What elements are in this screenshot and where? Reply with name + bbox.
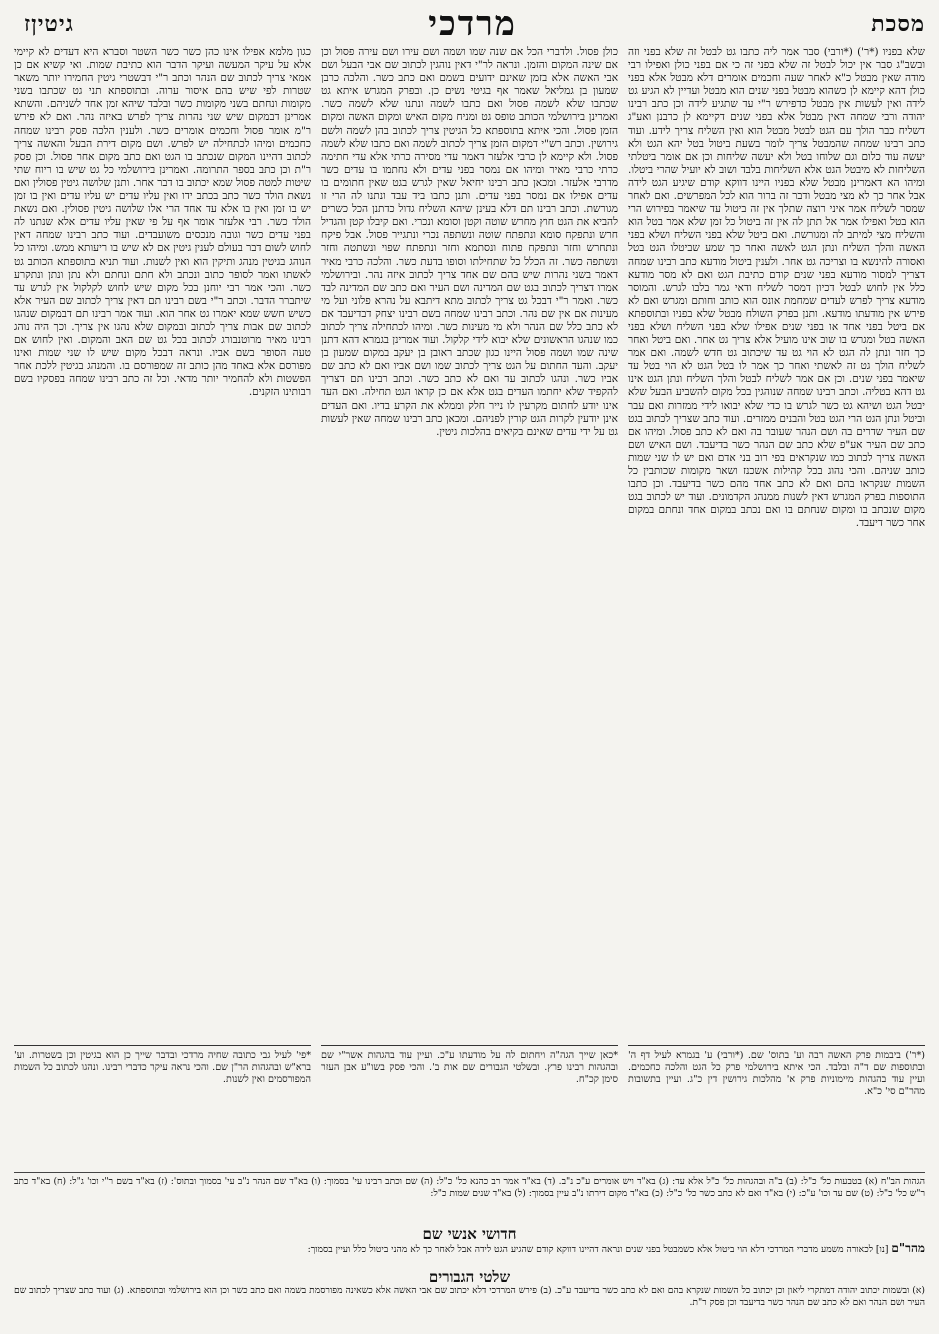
tractate-name-page <box>14 11 74 37</box>
column-left <box>14 46 311 1168</box>
shiltei-title: שלטי הגבורים <box>428 1267 511 1286</box>
chidushei-lead: מהר"ם <box>891 1242 925 1255</box>
column-right-text: שלא בפניו (*ר') (*ורבי) סבר אמר ליה כתבו גט לבטל זה שלא בפני וזה ובשב"ג סבר אין יכול לבטל זה שלא בפני זה כי אם בפני כולן ואפילו רבי מודה שאין מבטל כ"א לאחר שעה וחכמים אומרים דלא מבטל אלא בפני כולן דהא קיימא לן כשהוא מבטל בפני שנים הוא מבטל ועדיין לא הגיע גט לידה ואין לעשות אין מבטל כדפירש ר"י עד שתגיע לידה וכן כתב רבינו יהודה ורבי שמחה דאין מבטל אלא בפני שנים דקיימא לן כרבנן ואע"ג דשליח כבר הולך עם הגט לבטל מבטל הוא ואין השליח צריך לידע. ועוד כתב רבינו שמחה שהמבטל צריך לומר בשעת ביטול בטל יהא הגט ולא יעשה עוד כלום וגם שלוחו בטל ולא יעשה שליחות וכן אם אומר ביטלתי השליחות לא מיבטל הגט אלא השליחות בלבד ושוב לא יועיל שהרי ביטלו. ומיהו הא דאמרינן מבטל שלא בפניו היינו דווקא קודם שיגיע הגט לידה אבל אחר כך לא מצי מבטל ודבר זה ברור הוא לכל המפרשים. ואם לאחר שמסר לשליח אמר איני רוצה שתלך אין זה ביטול עד שיאמר בפירוש הרי הוא בטל ואפילו אמר אל תתן לה אין זה ביטול כל זמן שלא אמר בטל הוא והשליח מצי למיתב לה ומגורשת. ואם ביטל שלא בפני השליח ושלא בפני האשה והלך השליח ונתן הגט לאשה ואחר כך שמע שביטלו הגט בטל ואסורה להינשא בו וצריכה גט אחר. ולענין ביטול מודעא כתב רבינו שמחה דצריך למסור מודעא בפני שנים קודם כתיבת הגט ואם לא מסר מודעא כלל אין לחוש לבטל דכיון דמסר לשליח ודאי גמר בלבו לגרש. והמוסר מודעא צריך לפרש לעדים שמחמת אונס הוא כותב וחותם ומגרש ואם לא פירש אין מודעתו מודעא. ותנן בפרק השולח מבטל שלא בפניו ובתוספתא אם ביטל בפני אחד או בפני שנים אפילו שלא בפני השליח ושלא בפני האשה בטל ומגרש בו שוב אינו מועיל אלא צריך גט אחר. ואם ביטל ואחר כך חזר ונתן לה הגט לא הוי גט עד שיכתוב גט חדש לשמה. ואם אמר לשליח הולך גט זה לאשתי ואחר כך אמר לו בטל הגט לא הוי בטל עד שיאמר בפני שנים. וכן אם אמר לשליח לבטל והלך השליח ונתן הגט אינו גט דהא בטליה. וכתב רבינו שמחה שנוהגין בכל מקום להשביע הבעל שלא יבטל הגט ושיהא גט כשר לגרש בו כדי שלא יבואו לידי ממזרות ואם עבר וביטל ונתן הגט הרי הגט בטל והבנים ממזרים. ועוד כתב שצריך לכתוב בגט שם העיר שדרים בה ושם הנהר שעובר בה ואם לא כתב פסול. ומיהו אם כתב שם העיר אע"פ שלא כתב שם הנהר כשר בדיעבד. ושם האיש ושם האשה צריך לכתוב כמו שנקראים בפי רוב בני אדם ואם יש לו שני שמות כותב שניהם. והכי נהוג בכל קהילות אשכנז ושאר מקומות שכותבין כל השמות שנקראו בהם ואם לא כתב אחד מהם כשר בדיעבד. וכן כתבו התוספות בפרק המגרש דאין לשנות ממנהג הקדמונים. ועוד יש לכתוב בגט מקום שנכתב בו ומקום שנחתם בו ואם נכתב במקום אחד ונחתם במקום אחר כשר דיעבד. <box>628 46 925 530</box>
tractate-name: גיטין <box>31 11 74 37</box>
hagahot-habach: הגהות הב"ח (א) בטבעות כל' כ"ל: (ב) ב"ה ובהגהות כל' כ"ל אלא עד: (ג) בא"ד ויש אומרים ע"כ נ"ב. (ד) בא"ד אמר רב כהנא כל' כ"ל: (ה) שם וכתב רבינו עי' בסמוך: (ו) בא"ד שם הנהר נ"ב עי' בסמוך ובתוס': (ז) בא"ד בשם ר"י וכו' ג"ל: (ח) בא"ד כתב ר"ש כל' כ"ל: (ט) שם עד וכו' ע"כ: (י) בא"ד ואם לא כתב כשר כל' כ"ל: (כ) בא"ד מקום דירתו נ"ב עיין בסמוך: (ל) בא"ד שנים שמות כ"ל: <box>14 1172 925 1226</box>
bottom-commentaries <box>14 1172 925 1328</box>
gloss-left: *פי' לעיל גבי כתובה שחיה מרדכי ובדבר שייך כן הוא בגיטין וכן בשטרות. וע' ברא"ש ובהגהות הר"ן שם. והכי נראה עיקר כדברי רבינו. ונהגו לכתוב כל השמות המפורסמים ואין לשנות. <box>14 1045 311 1168</box>
chidushei-title: חדושי אנשי שם <box>422 1225 517 1243</box>
gloss-center: *כאן שייך הגה"ה ויחתום לה על מודעתו ע"כ. ועיין עוד בהגהות אשר"י שם ובהגהות רבינו פרץ. ובשלטי הגבורים שם אות ב'. והכי פסק בשו"ע אבן העזר סימן קכ"ח. <box>321 1045 618 1168</box>
chidushei-text: [נו] לכאורה משמע מדברי המרדכי דלא הוי ביטול אלא כשמבטל בפני שנים ונראה דהיינו דווקא קודם שהגיע הגט לידה אבל לאחר כך לא מהני ביטול כלל ועיין בסמוך: <box>307 1243 889 1255</box>
tractate-label: מסכת <box>871 11 925 37</box>
column-left-text: כגון מלמא אפילו אינו כהן כשר כשר השטר וסברא היא דעדים לא קיימי אלא על עיקר המעשה ועיקר הדבר הוא כתיבת שמות. ואי קשיא אם כן אמאי צריך לכתוב שם הנהר וכתב ר"י דבשטרי גיטין החמירו יותר משאר שטרות לפי שיש בהם איסור ערוה. ובתוספתא תני גט שכתבו בשני מקומות ונחתם בשני מקומות כשר ובלבד שיהא זמן אחד לשניהם. והשתא אמרינן דבמקום שיש שני נהרות צריך לפרש באיזה נהר. ואם לא פירש ר"מ אומר פסול וחכמים אומרים כשר. ולענין הלכה פסק רבינו שמחה כחכמים ומיהו לכתחילה יש לפרש. ושם מקום דירת הבעל והאשה צריך לכתוב דהיינו המקום שנכתב בו הגט ואם כתב מקום אחר פסול. וכן פסק ר"ת וכן כתב בספר התרומה. ואמרינן בירושלמי כל גט שיש בו ריוח שתי שיטות למטה פסול שמא יכתוב בו דבר אחר. ותנן שלושה גיטין פסולין ואם נשאת הולד כשר כתב בכתב ידו ואין עליו עדים יש עליו עדים ואין בו זמן יש בו זמן ואין בו אלא עד אחד הרי אלו שלושה גיטין פסולין. ואם נשאת הולד כשר. רבי אלעזר אומר אף על פי שאין עליו עדים אלא שנתנו לה בפני עדים כשר וגובה מנכסים משועבדים. ועוד כתב רבינו שמחה דאין לחוש לשום דבר בעולם לענין גיטין אם לא שיש בו ריעותא ממש. ומיהו כל הנוהג בגיטין מנהג ותיקין הוא ואין לשנות. ועוד תניא בתוספתא הכותב גט לאשתו ואמר לסופר כתוב ונכתב ולא חתם ונחתם ולא נתן ונתן ונתקרע כשר. והכי אמר רבי יוחנן בכל מקום שיש לחוש לקלקול אין לגרש עד שיתברר הדבר. וכתב ר"י בשם רבינו תם דאין צריך לכתוב שם העיר אלא כשיש חשש שמא יאמרו גט אחר הוא. ועוד אמר רבינו תם דבמקום שנהגו לכתוב שם אבות צריך לכתוב ובמקום שלא נהגו אין צריך. וכך היה נוהג רבינו מאיר מרוטנבורג לכתוב בכל גט שם האב והמקום. ואין לחוש אם טעה הסופר בשם אביו. ונראה דבכל מקום שיש לו שני שמות ואינו מפורסם אלא באחד מהן כותב זה שמפורסם בו. והמנהג בגיטין ללכת אחר הפשטות ולא להחמיר יותר מדאי. וכל זה כתב רבינו שמחה בפסקיו בשם רבותינו הזקנים. <box>14 46 311 399</box>
column-center <box>321 46 618 1168</box>
chidushei-body <box>14 1243 925 1269</box>
column-right <box>628 46 925 1168</box>
page-header <box>14 6 925 42</box>
commentary-title: מרדכי <box>428 4 517 44</box>
column-center-text: כולן פסול. ולדברי הכל אם שנה שמו ושמה ושם עירו ושם עירה פסול וכן אם שינה המקום והזמן. ונראה לר"י דאין נוהגין לכתוב שם אבי הבעל ושם אבי האשה אלא בזמן שאינם ידועים בשמם ואם כתב כשר. והלכה כרבן שמעון בן גמליאל שאמר אף בגיטי נשים כן. ובפרק המגרש איתא גט שכתבו שלא לשמה פסול ואם כתבו לשמה ונתנו שלא לשמה כשר. ואמרינן בירושלמי הכותב טופס גט ומניח מקום האיש ומקום האשה ומקום הזמן פסול. והכי איתא בתוספתא כל הגיטין צריך לכתוב בהן לשמה ולשם גירושין. וכתב רש"י דמקום הזמן צריך לכתוב לשמה ואם כתבו שלא לשמה פסול. ולא קיימא לן כרבי אלעזר דאמר עדי מסירה כרתי אלא עדי חתימה כרתי כרבי מאיר ומיהו אם נמסר בפני עדים ולא נחתמו בו עדים כשר מדרבי אלעזר. ומכאן כתב רבינו יחיאל שאין לגרש בגט שאין חתומים בו עדים אפילו אם נמסר בפני עדים. ותנן כתבו ביד עבד ונתנו לה הרי זו מגורשת. וכתב רבינו תם דלא בעינן שיהא השליח גדול כדתנן הכל כשרים להביא את הגט חוץ מחרש שוטה וקטן וסומא ונכרי. ואם קיבלו קטן והגדיל חרש ונתפקח סומא ונתפתח שוטה ונשתפה נכרי ונתגייר פסול. אבל פיקח ונתחרש וחזר ונתפקח פתוח ונסתמא וחזר ונתפתח שפוי ונשתטה וחזר ונשתפה כשר. זה הכלל כל שתחילתו וסופו בדעת כשר. והלכה כרבי מאיר דאמר בשני נהרות שיש בהם שם אחד צריך לכתוב איזה נהר. ובירושלמי אמרו דצריך לכתוב בגט שם המדינה ושם העיר ואם כתב שם המדינה לבד כשר. ואמר ר"י דבכל גט צריך לכתוב מתא דיתבא על נהרא פלוני ועל מי מעינות אם אין שם נהר. וכתב רבינו שמחה בשם רבינו יצחק דבדיעבד אם לא כתב כלל שם הנהר ולא מי מעינות כשר. ומיהו לכתחילה צריך לכתוב כמו שנהגו הראשונים שלא יבוא לידי קלקול. ועוד אמרינן בגמרא דהא דתנן שינה שמו ושמה פסול היינו כגון שכתב ראובן בן יעקב במקום שמעון בן יעקב. והעד החתום על הגט צריך לכתוב שמו ושם אביו ואם לא כתב שם אביו כשר. ונהגו לכתוב עד ואם לא כתב כשר. וכתב רבינו תם דצריך להקפיד שלא יחתמו העדים בגט אלא אם כן קראו הגט תחילה. ואם העד אינו יודע לחתום מקרעין לו נייר חלק וממלא את הקרע בדיו. ואם העדים אינן יודעין לקרות הגט קורין לפניהם. ומכאן כתב רבינו שמחה שאין לעשות גט על ידי עדים שאינם בקיאים בהלכות גיטין. <box>321 46 618 438</box>
shiltei-body: (א) ובשמות יכתוב יהודה דמתקרי ליאון וכן יכתוב כל השמות שנקרא בהם ואם לא כתב כשר בדיעבד ע"כ. (ב) פירש המרדכי דלא יכתוב שם אבי האשה אלא כשאינה מפורסמת בשמה ואם כתב כשר וכן הוא בירושלמי ובתוספתא. (ג) ועוד כתב שצריך לכתוב שם העיר ושם הנהר ואם לא כתב שם הנהר כשר בדיעבד וכן פסק ר"ת. <box>14 1285 925 1308</box>
page-number: ז <box>24 11 32 37</box>
text-columns <box>14 46 925 1168</box>
gloss-right: (*ר') ביבמות פרק האשה רבה וע' בתוס' שם. (*ורבי) ע' בגמרא לעיל דף ה' ובתוספות שם ד"ה ובלבד. הכי איתא בירושלמי פרק כל הגט והלכה כחכמים. ועיין עוד בהגהות מיימוניות פרק א' מהלכות גירושין דין כ"ג. ועיין בתשובות מהר"ם סי' כ"א. <box>628 1045 925 1168</box>
